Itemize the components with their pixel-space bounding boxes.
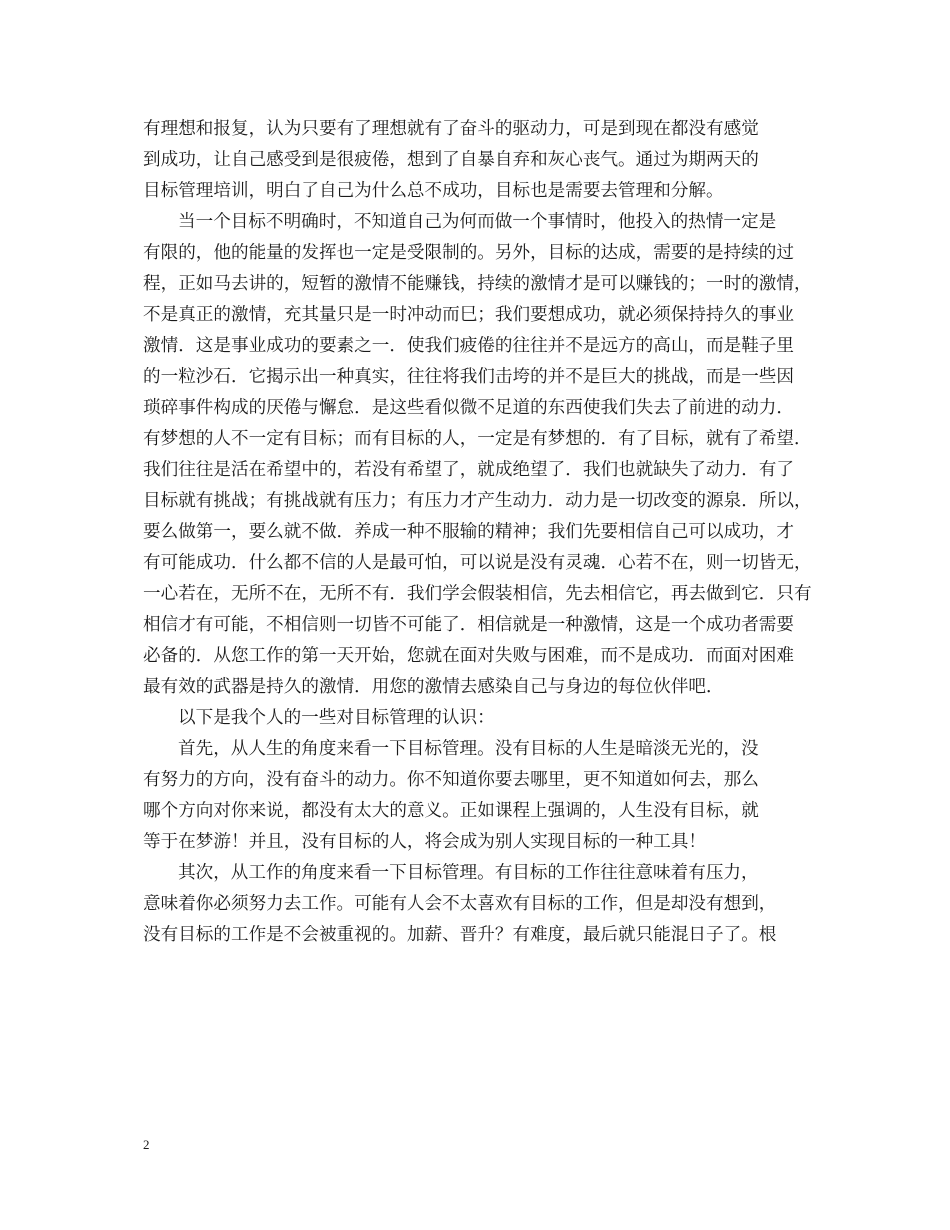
paragraph-start-line: 首先，从人生的角度来看一下目标管理。没有目标的人生是暗淡无光的，没	[178, 739, 759, 759]
text-line: 等于在梦游！并且，没有目标的人，将会成为别人实现目标的一种工具！	[143, 832, 707, 852]
paragraph-start-line: 当一个目标不明确时，不知道自己为何而做一个事情时，他投入的热情一定是	[178, 212, 777, 232]
text-line: 的一粒沙石．它揭示出一种真实，往往将我们击垮的并不是巨大的挑战，而是一些因	[143, 367, 794, 387]
text-line: 目标管理培训，明白了自己为什么总不成功，目标也是需要去管理和分解。	[143, 181, 724, 201]
body-text	[143, 114, 811, 951]
text-line: 琐碎事件构成的厌倦与懈怠．是这些看似微不足道的东西使我们失去了前进的动力．	[143, 398, 794, 418]
text-line: 最有效的武器是持久的激情．用您的激情去感染自己与身边的每位伙伴吧．	[143, 677, 724, 697]
text-line: 必备的．从您工作的第一天开始，您就在面对失败与困难，而不是成功．而面对困难	[143, 646, 794, 666]
text-line: 程，正如马去讲的，短暂的激情不能赚钱，持续的激情才是可以赚钱的；一时的激情，	[143, 274, 812, 294]
text-line: 没有目标的工作是不会被重视的。加薪、晋升？有难度，最后就只能混日子了。根	[143, 925, 777, 945]
text-line: 有可能成功．什么都不信的人是最可怕，可以说是没有灵魂．心若不在，则一切皆无，	[143, 553, 812, 573]
text-line: 有努力的方向，没有奋斗的动力。你不知道你要去哪里，更不知道如何去，那么	[143, 770, 759, 790]
text-line: 一心若在，无所不在，无所不有．我们学会假装相信，先去相信它，再去做到它．只有	[143, 584, 812, 604]
text-line: 到成功，让自己感受到是很疲倦，想到了自暴自弃和灰心丧气。通过为期两天的	[143, 150, 759, 170]
text-line: 要么做第一，要么就不做．养成一种不服输的精神；我们先要相信自己可以成功，才	[143, 522, 794, 542]
text-line: 意味着你必须努力去工作。可能有人会不太喜欢有目标的工作，但是却没有想到，	[143, 894, 777, 914]
text-line: 相信才有可能，不相信则一切皆不可能了．相信就是一种激情，这是一个成功者需要	[143, 615, 794, 635]
text-line: 有理想和报复，认为只要有了理想就有了奋斗的驱动力，可是到现在都没有感觉	[143, 119, 759, 139]
text-line: 我们往往是活在希望中的，若没有希望了，就成绝望了．我们也就缺失了动力．有了	[143, 460, 794, 480]
paragraph-start-line: 以下是我个人的一些对目标管理的认识：	[178, 708, 495, 728]
paragraph-start-line: 其次，从工作的角度来看一下目标管理。有目标的工作往往意味着有压力，	[178, 863, 759, 883]
text-line: 不是真正的激情，充其量只是一时冲动而巳；我们要想成功，就必须保持持久的事业	[143, 305, 794, 325]
text-line: 激情．这是事业成功的要素之一．使我们疲倦的往往并不是远方的高山，而是鞋子里	[143, 336, 794, 356]
text-line: 目标就有挑战；有挑战就有压力；有压力才产生动力．动力是一切改变的源泉．所以，	[143, 491, 812, 511]
text-line: 哪个方向对你来说，都没有太大的意义。正如课程上强调的，人生没有目标，就	[143, 801, 759, 821]
page-number: 2	[143, 1137, 150, 1152]
text-line: 有限的，他的能量的发挥也一定是受限制的。另外，目标的达成，需要的是持续的过	[143, 243, 794, 263]
text-line: 有梦想的人不一定有目标；而有目标的人，一定是有梦想的．有了目标，就有了希望．	[143, 429, 812, 449]
